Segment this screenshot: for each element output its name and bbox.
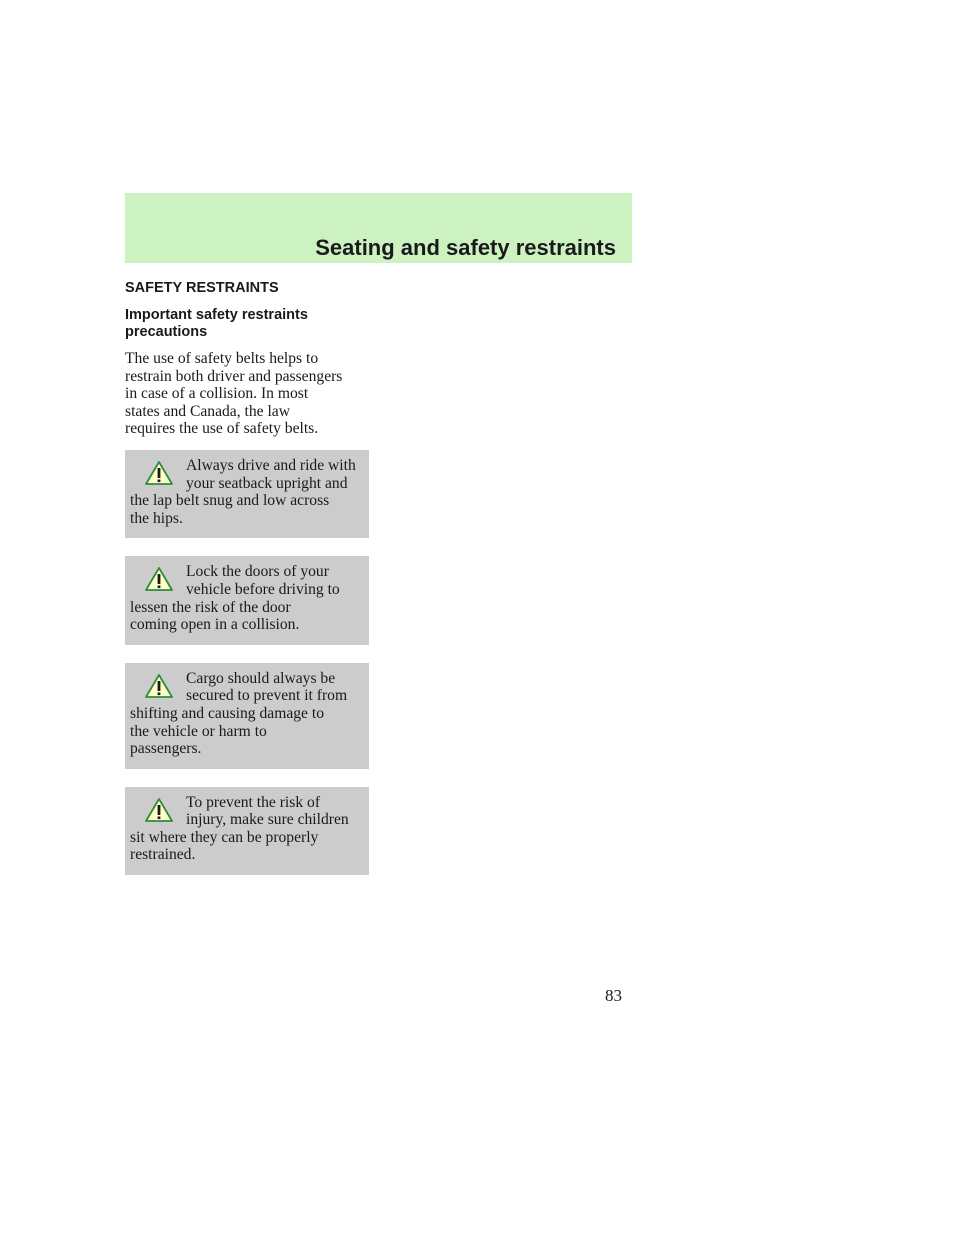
- warning-text-line: lessen the risk of the door: [130, 598, 291, 616]
- warning-text-line: injury, make sure children: [186, 811, 349, 829]
- warning-text-line: shifting and causing damage to: [130, 704, 325, 722]
- text-line: The use of safety belts helps to: [125, 350, 319, 367]
- warning-text-line: the hips.: [130, 509, 183, 527]
- warning-text-line: Cargo should always be: [186, 669, 336, 687]
- warning-text-line: vehicle before driving to: [186, 580, 340, 598]
- text-line: in case of a collision. In most: [125, 385, 309, 403]
- subsection-heading-line: Important safety restraints: [125, 307, 308, 323]
- warning-triangle-icon: [144, 673, 174, 699]
- text-line: restrain both driver and passengers: [125, 367, 343, 385]
- warning-text-line: coming open in a collision.: [130, 616, 300, 634]
- warning-text-line: To prevent the risk of: [186, 793, 321, 811]
- subsection-heading-line: precautions: [125, 324, 208, 340]
- section-heading: SAFETY RESTRAINTS: [125, 280, 279, 296]
- warning-text-line: passengers.: [130, 740, 202, 758]
- text-line: requires the use of safety belts.: [125, 420, 319, 438]
- section-title: Seating and safety restraints: [315, 235, 616, 260]
- warning-text-line: restrained.: [130, 846, 196, 864]
- warning-box: [125, 787, 369, 875]
- subsection-heading: [125, 307, 371, 341]
- warning-text-line: sit where they can be properly: [130, 828, 319, 846]
- warning-text-line: secured to prevent it from: [186, 687, 348, 705]
- intro-paragraph: [125, 350, 371, 438]
- warning-text-line: your seatback upright and: [186, 474, 348, 492]
- warning-text-line: the vehicle or harm to: [130, 722, 267, 740]
- warning-box: [125, 663, 369, 769]
- content-column: [125, 279, 371, 893]
- page-number: 83: [605, 986, 622, 1005]
- warning-box: [125, 450, 369, 538]
- warning-triangle-icon: [144, 797, 174, 823]
- warning-triangle-icon: [144, 566, 174, 592]
- warning-text-line: Lock the doors of your: [186, 563, 329, 581]
- text-line: states and Canada, the law: [125, 402, 290, 420]
- warning-text-line: the lap belt snug and low across: [130, 492, 330, 510]
- section-header-band: [125, 193, 632, 263]
- warning-text-line: Always drive and ride with: [186, 456, 356, 474]
- warning-box: [125, 556, 369, 644]
- warning-triangle-icon: [144, 460, 174, 486]
